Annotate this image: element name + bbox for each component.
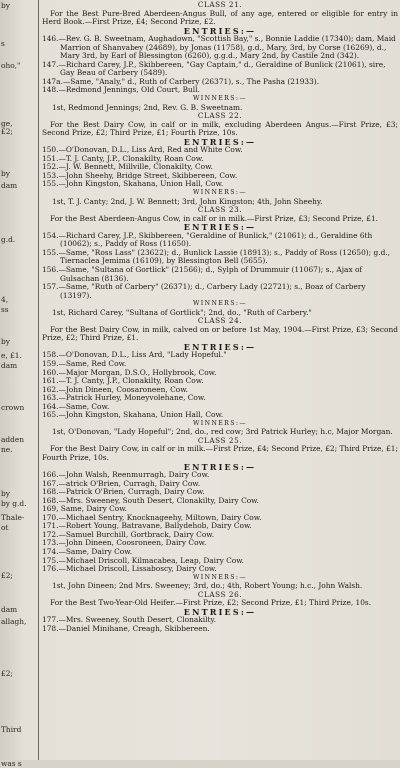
entry-line: 153.—John Sheehy, Bridge Street, Skibbereen, Cow. (42, 170, 238, 180)
winners-heading: WINNERS:— (193, 95, 247, 103)
winners-heading: WINNERS:— (193, 419, 247, 427)
winners-heading: WINNERS:— (193, 300, 247, 308)
entry-line: 176.—Michael Driscoll, Lissaboscy, Dairy Cow. (42, 564, 217, 574)
gutter-fragment: e, £1. (1, 351, 22, 360)
entry-line: 151.—T. J. Canty, J.P., Clonakilty, Roan Cow. (42, 153, 204, 163)
gutter-fragment: crown (1, 403, 25, 412)
class-heading: CLASS 21. (197, 0, 243, 9)
entry-line: 158.—O'Donovan, D.L., Liss Ard, "Lady Hopeful." (42, 350, 227, 360)
entry-line: 146.—Rev. G. B. Sweetnam, Aughadown, "Scottish Bay," s., Bonnie Laddie (17340); dam, Maid Marrion of Shanvabey (24689), by Jonas (11758), g.d., Mary, 3rd, by Corse (16269), d., Mary 3rd, by Earl of Blessington (6260), g.g.d., Mary 2nd, by Castile 2nd (342). (42, 34, 396, 61)
winners-heading: WINNERS:— (193, 189, 247, 197)
entry-line: 167.—atrick O'Brien, Curragh, Dairy Cow. (42, 478, 201, 488)
gutter-fragment: ge, (1, 119, 13, 128)
class-description: For the Best Dairy Cow, in milk, calved on or before 1st May, 1904.—First Prize, £3; Second Prize, £2; Third Prize, £1. (42, 324, 398, 343)
entry-line: 154.—Richard Carey, J.P., Skibbereen, "Geraldine of Bunlick," (21061); d., Geraldine 6th (10062); s., Paddy of Ross (11650). (42, 230, 373, 249)
entries-heading: ENTRIES:— (183, 461, 257, 472)
entry-line: 150.—O'Donovan, D.L., Liss Ard, Red and White Cow. (42, 145, 243, 155)
gutter-fragment: by (1, 169, 10, 178)
entry-line: 175.—Michael Driscoll, Kilmacabea, Leap, Dairy Cow. (42, 555, 244, 565)
gutter-fragment: by (1, 337, 10, 346)
gutter-fragment: ot (1, 523, 9, 532)
entry-line: 148.—Redmond Jennings, Old Court, Bull. (42, 85, 200, 95)
gutter-fragment: by (1, 489, 10, 498)
gutter-fragment: allagh, (1, 617, 27, 626)
gutter-fragment: ne. (1, 445, 13, 454)
winners-heading: WINNERS:— (193, 573, 247, 581)
gutter-fragment: £2; (1, 669, 13, 678)
entry-line: 171.—Robert Young, Batravane, Ballydehob, Dairy Cow. (42, 521, 252, 531)
entry-line: 147.—Richard Carey, J.P., Skibbereen, "Gay Captain," d., Geraldine of Bunlick (21061), sire, Gay Beau of Carbery (5489). (42, 59, 386, 78)
entry-line: 157.—Same, "Ruth of Carbery" (26371); d., Carbery Lady (22721); s., Boaz of Carbery (13197). (42, 282, 366, 300)
entry-line: 155.—John Kingston, Skahana, Union Hall, Cow. (42, 179, 224, 189)
entry-line: 147a.—Same, "Analy," d., Ruth of Carbery (26371), s., The Pasha (21933). (42, 76, 320, 86)
class-description: For the Best Two-Year-Old Heifer.—First Prize, £2; Second Prize, £1; Third Prize, 10s. (50, 598, 372, 608)
entries-heading: ENTRIES:— (183, 222, 257, 233)
gutter-fragment: by g.d. (1, 499, 27, 508)
entries-heading: ENTRIES:— (183, 341, 257, 352)
entry-line: 165.—John Kingston, Skahana, Union Hall, Cow. (42, 410, 224, 420)
gutter-fragment: g.d. (1, 235, 16, 244)
gutter-fragment: was s (1, 759, 22, 768)
entry-line: 170.—Michael Sentry, Knocknageehy, Miltown, Dairy Cow. (42, 512, 262, 522)
entry-line: 168.—Mrs. Sweeney, South Desert, Clonakilty, Dairy Cow. (42, 495, 259, 505)
class-description: For the Best Aberdeen-Angus Cow, in calf or in milk.—First Prize, £3; Second Prize, £1. (50, 213, 379, 223)
entry-line: 163.—Patrick Hurley, Moneyvolehane, Cow. (42, 393, 206, 403)
entries-heading: ENTRIES:— (183, 606, 257, 617)
entry-line: 164.—Same, Cow. (42, 401, 110, 411)
winners-line: 1st, John Dineen; 2nd Mrs. Sweeney; 3rd, do.; 4th, Robert Young; h.c., John Walsh. (52, 581, 363, 591)
class-heading: CLASS 26. (197, 589, 243, 599)
class-description: For the Best Pure-Bred Aberdeen-Angus Bull, of any age, entered or eligible for entry in Herd Book.—First Prize, £4; Second Prize, £2. (42, 8, 398, 27)
entry-line: 174.—Same, Dairy Cow. (42, 547, 133, 556)
winners-line: 1st, Redmond Jennings; 2nd, Rev. G. B. Sweetnam. (52, 102, 243, 112)
entry-line: 177.—Mrs. Sweeney, South Desert, Clonakilty. (42, 615, 216, 625)
entry-line: 159.—Same, Red Cow. (42, 358, 127, 368)
class-description: For the Best Dairy Cow, in calf or in milk, excluding Aberdeen Angus.—First Prize, £3; Second Prize, £2; Third Prize, £1; Fourth Prize, 10s. (42, 119, 398, 138)
winners-line: 1st, T. J. Canty; 2nd, J. W. Bennett; 3rd, John Kingston; 4th, John Sheehy. (52, 196, 323, 206)
entry-line: 178.—Daniel Minihane, Creagh, Skibbereen. (42, 623, 210, 633)
entry-line: 173.—John Dineen, Coosroneen, Dairy Cow. (42, 538, 207, 548)
entry-line: 156.—Same, "Sultana of Gortlick" (21566); d., Sylph of Drummuir (11067); s., Ajax of Gulsachan (8136). (42, 264, 363, 283)
entries-heading: ENTRIES:— (183, 136, 257, 147)
entry-line: 161.—T. J. Canty, J.P., Clonakilty, Roan Cow. (42, 376, 204, 386)
show-results-column (42, 1, 398, 759)
gutter-fragment: £2; (1, 571, 13, 580)
gutter-fragment: Third (1, 725, 22, 734)
gutter-fragment: oho," (1, 61, 21, 70)
gutter-fragment: dam (1, 605, 18, 614)
gutter-fragment: ss (1, 305, 9, 314)
column-rule (38, 0, 39, 760)
previous-column-fragment (0, 0, 38, 768)
gutter-fragment: adden (1, 435, 25, 444)
class-description: For the Best Dairy Cow, in calf or in milk.—First Prize, £4; Second Prize, £2; Third Prize, £1; Fourth Prize, 10s. (42, 444, 398, 462)
winners-line: 1st, O'Donovan, "Lady Hopeful"; 2nd, do., red cow; 3rd Patrick Hurley; h.c, Major Morgan. (52, 427, 393, 437)
gutter-fragment: by (1, 1, 10, 10)
gutter-fragment: Thale- (1, 513, 25, 522)
entry-line: 162.—John Dineen, Coosaroneen, Cow. (42, 384, 188, 394)
class-heading: CLASS 23. (197, 205, 243, 215)
entry-line: 152.—J. W. Bennett, Millville, Clonakilty, Cow. (42, 162, 213, 172)
gutter-fragment: £2; (1, 127, 13, 136)
entry-line: 155.—Same, "Ross Lass" (23622); d., Bunlick Lassie (18913); s., Paddy of Ross (12650); g.d., Tiernaclea Jemima (16109), by Blessington Bell (5655). (42, 247, 391, 266)
gutter-fragment: s (1, 39, 5, 48)
class-heading: CLASS 24. (197, 316, 243, 326)
entry-line: 160.—Major Morgan, D.S.O., Hollybrook, Cow. (42, 367, 217, 377)
entries-heading: ENTRIES:— (183, 25, 257, 36)
entry-line: 166.—John Walsh, Reenmurragh, Dairy Cow. (42, 470, 210, 480)
gutter-fragment: 4, (1, 295, 9, 304)
class-heading: CLASS 25. (197, 435, 243, 445)
winners-line: 1st, Richard Carey, "Sultana of Gortlick"; 2nd, do., "Ruth of Carbery." (52, 307, 312, 317)
class-heading: CLASS 22. (197, 111, 243, 121)
entry-line: 172.—Samuel Burchill, Gortbrack, Dairy Cow. (42, 529, 215, 539)
gutter-fragment: dam (1, 181, 18, 190)
entry-line: 168.—Patrick O'Brien, Curragh, Dairy Cow. (42, 487, 205, 497)
gutter-fragment: dam (1, 361, 18, 370)
entry-line: 169, Same, Dairy Cow. (42, 504, 128, 514)
